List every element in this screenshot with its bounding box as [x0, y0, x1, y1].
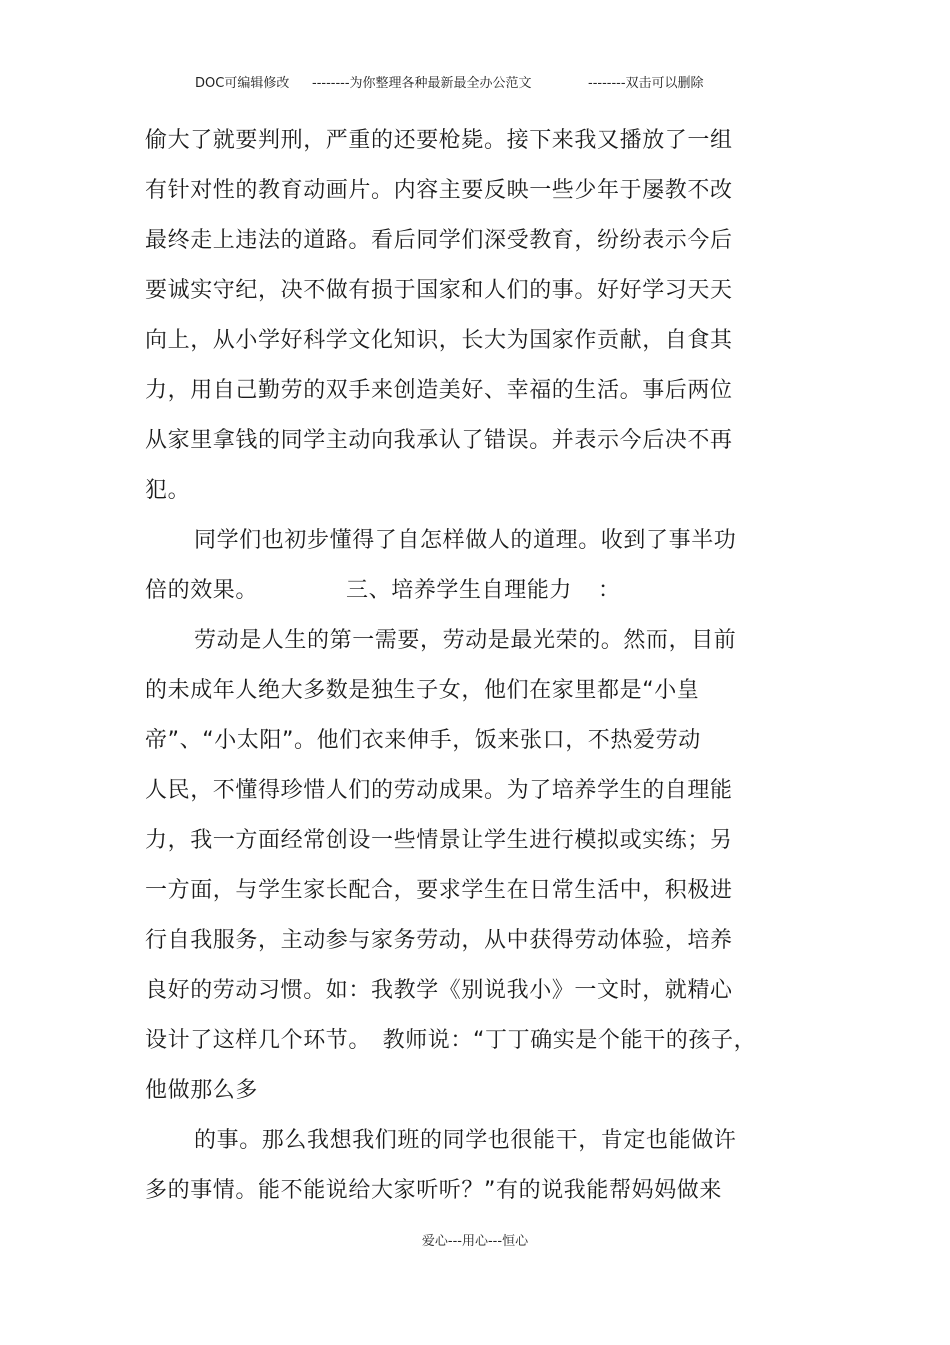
- text-line: 多的事情。能不能说给大家听听？”有的说我能帮妈妈做来: [145, 1178, 722, 1203]
- text-line: 他做那么多: [145, 1078, 259, 1103]
- text-line: 要诚实守纪，决不做有损于国家和人们的事。好好学习天天: [145, 278, 733, 303]
- text-line: 人民，不懂得珍惜人们的劳动成果。为了培养学生的自理能: [145, 778, 733, 803]
- text-line: 犯。: [145, 478, 191, 503]
- text-line: 偷大了就要判刑，严重的还要枪毙。接下来我又播放了一组: [145, 128, 733, 153]
- text-line-with-heading: [145, 576, 621, 606]
- text-line: 有针对性的教育动画片。内容主要反映一些少年于屡教不改: [145, 178, 733, 203]
- text-line: 一方面，与学生家长配合，要求学生在日常生活中，积极进: [145, 878, 733, 903]
- paragraph-start-line: 劳动是人生的第一需要，劳动是最光荣的。然而，目前: [194, 628, 737, 653]
- page-footer: 爱心---用心---恒心: [421, 1234, 529, 1249]
- text-line: 力，用自己勤劳的双手来创造美好、幸福的生活。事后两位: [145, 378, 733, 403]
- paragraph-start-line: 同学们也初步懂得了自怎样做人的道理。收到了事半功: [194, 528, 737, 553]
- header-right-note: --------双击可以删除: [588, 76, 704, 91]
- text-line: 的未成年人绝大多数是独生子女，他们在家里都是“小皇: [145, 678, 700, 703]
- text-fragment: 倍的效果。: [145, 578, 259, 603]
- section-heading: 三、培养学生自理能力: [346, 578, 573, 603]
- section-heading-colon: ：: [598, 578, 621, 603]
- paragraph-start-line: 的事。那么我想我们班的同学也很能干，肯定也能做许: [194, 1128, 737, 1153]
- text-line: 帝”、“小太阳”。他们衣来伸手，饭来张口，不热爱劳动: [145, 728, 701, 753]
- header-doc-label: DOC可编辑修改: [195, 76, 290, 91]
- text-line: 最终走上违法的道路。看后同学们深受教育，纷纷表示今后: [145, 228, 733, 253]
- text-line: 力，我一方面经常创设一些情景让学生进行模拟或实练；另: [145, 828, 733, 853]
- text-line: 从家里拿钱的同学主动向我承认了错误。并表示今后决不再: [145, 428, 733, 453]
- text-line: 行自我服务，主动参与家务劳动，从中获得劳动体验，培养: [145, 928, 733, 953]
- header-middle-note: --------为你整理各种最新最全办公范文: [312, 76, 532, 91]
- text-line: 良好的劳动习惯。如：我教学《别说我小》一文时，就精心: [145, 978, 733, 1003]
- text-line: 设计了这样几个环节。 教师说：“丁丁确实是个能干的孩子，: [145, 1028, 757, 1053]
- text-line: 向上，从小学好科学文化知识，长大为国家作贡献，自食其: [145, 328, 733, 353]
